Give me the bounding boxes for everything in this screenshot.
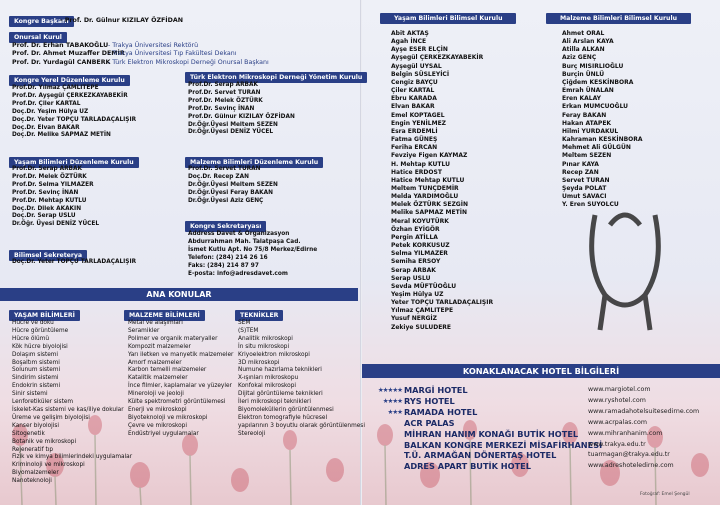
- hotel-name: ACR PALAS: [404, 417, 455, 428]
- hotel-name: ADRES APART BUTİK HOTEL: [404, 461, 531, 472]
- onursal-roles: [108, 42, 269, 67]
- list-item: Doç.Dr. Dilek AKAKIN: [12, 205, 82, 212]
- list-item: Ayşegül ÇERKEZKAYABEKİR: [391, 54, 484, 62]
- hotel-website-link[interactable]: www.acrpalas.com: [588, 418, 647, 426]
- list-item: Prof.Dr. Serap ARBAK: [12, 166, 82, 172]
- list-item: Ebru KARADA: [391, 95, 437, 103]
- list-item: Özhan EYİGÖR: [391, 225, 440, 233]
- list-item: Yeter TOPÇU TARLADAÇALIŞIR: [391, 299, 494, 307]
- list-item: Dr.Öğr.Üyesi Meltem SEZEN: [188, 181, 278, 188]
- topic-item: Sindirim sistemi: [12, 375, 59, 382]
- list-item: Çiler KARTAL: [391, 87, 435, 95]
- list-item: Eren KALAY: [562, 95, 602, 103]
- topic-item: Biyomoleküllerin görüntülenmesi: [238, 406, 334, 413]
- topic-item: Dolaşım sistemi: [12, 351, 59, 358]
- list-item: Prof.Dr. Serap ARBAK: [188, 82, 258, 88]
- hotel-name: MİHRAN HANIM KONAĞI BUTİK HOTEL: [404, 428, 579, 439]
- list-item: Fevziye Figen KAYMAZ: [391, 152, 468, 160]
- malzeme-kurul-header: Malzeme Bilimleri Düzenleme Kurulu: [185, 157, 323, 168]
- list-item: Pergin ATİLLA: [391, 233, 438, 241]
- temd-kurul-list: [188, 82, 295, 137]
- list-item: Meral KOYUTÜRK: [391, 217, 449, 225]
- hotel-name: RYS HOTEL: [404, 395, 455, 406]
- photo-credit: Fotoğraf: Emel Şengül: [640, 492, 690, 497]
- list-item: Yılmaz ÇAMLITEPE: [391, 307, 454, 315]
- phone-line: Telefon: (284) 214 26 16: [188, 254, 268, 261]
- topic-item: Konfokal mikroskopi: [238, 383, 297, 390]
- list-item: Yusuf NERGİZ: [391, 315, 437, 323]
- list-item: Aziz GENÇ: [562, 54, 597, 62]
- yasam-bilimsel-header: Yaşam Bilimleri Bilimsel Kurulu: [380, 13, 516, 24]
- address-line: İsmet Kutlu Apt. No 75/8 Merkez/Edirne: [188, 246, 318, 253]
- yerel-kurul-header: Kongre Yerel Düzenleme Kurulu: [9, 75, 130, 86]
- topic-item: Kök hücre biyolojisi: [12, 343, 68, 350]
- topic-item: Botanik ve mikroskopi: [12, 438, 77, 445]
- ana-konular-bar: ANA KONULAR: [0, 288, 358, 301]
- onursal-name: Prof. Dr. Yurdagül CANBERK: [12, 58, 111, 66]
- hotel-name: BALKAN KONGRE MERKEZİ MİSAFİRHANESİ: [404, 439, 603, 450]
- list-item: Doç.Dr. Yeter TOPÇU TARLADAÇALIŞIR: [12, 116, 137, 123]
- topic-item: Kanser biyolojisi: [12, 422, 60, 429]
- topic-item: Katalitik malzemeler: [128, 375, 188, 382]
- list-item: Prof.Dr. Sevinç İNAN: [12, 189, 79, 196]
- list-item: Y. Eren SUYOLCU: [562, 201, 619, 209]
- list-item: Erkan MUMCUOĞLU: [562, 103, 629, 111]
- topic-item: (S)TEM: [238, 327, 259, 334]
- list-item: Hakan ATAPEK: [562, 119, 612, 127]
- kongre-baskani-name: - Prof. Dr. Gülnur KIZILAY ÖZFİDAN: [60, 17, 184, 24]
- topic-item: Dijital görüntüleme teknikleri: [238, 391, 323, 398]
- list-item: Hatice Mehtap KUTLU: [391, 176, 465, 184]
- kongre-baskani-header: Kongre Başkanı: [9, 16, 74, 27]
- topic-item: Çevre ve mikroskopi: [128, 422, 187, 429]
- topic-item: Hücre görüntüleme: [12, 327, 69, 334]
- list-item: Belgin SÜSLEYİCİ: [391, 70, 450, 78]
- topic-item: Kompozit malzemeler: [128, 343, 191, 350]
- topic-item: Yarı iletken ve manyetik malzemeler: [128, 351, 234, 358]
- list-item: Engin YENİLMEZ: [391, 119, 447, 127]
- list-item: Emel KOPTAGEL: [391, 111, 445, 119]
- bilimsel-sekreterya-name: Doç.Dr. Yeter TOPÇU TARLADAÇALIŞIR: [12, 259, 137, 265]
- yasam-kurul-header: Yaşam Bilimleri Düzenleme Kurulu: [9, 157, 139, 168]
- list-item: Cengiz BAYÇU: [391, 78, 438, 86]
- topic-item: Endokrin sistemi: [12, 383, 61, 390]
- topic-item: Boşaltım sistemi: [12, 359, 60, 366]
- list-item: Şeyda POLAT: [562, 184, 607, 192]
- list-item: Burç MISIRLIOĞLU: [562, 62, 624, 70]
- hotel-name: RAMADA HOTEL: [404, 406, 478, 417]
- list-item: Prof.Dr. Sevinç İNAN: [188, 105, 255, 112]
- star-rating-icon: ★★★: [387, 407, 402, 416]
- topic-item: Sinir sistemi: [12, 391, 48, 398]
- topic-item: Stereoloji: [238, 430, 266, 437]
- malzeme-bilimsel-header: Malzeme Bilimleri Bilimsel Kurulu: [546, 13, 691, 24]
- list-item: Emrah ÜNALAN: [562, 87, 614, 95]
- list-item: Ali Arslan KAYA: [562, 38, 614, 46]
- star-rating-icon: ★★★★★: [377, 386, 402, 394]
- topic-item: SEM: [238, 320, 251, 326]
- topic-item: Sitogenetik: [12, 430, 45, 437]
- list-item: Mehmet Ali GÜLGÜN: [562, 144, 631, 152]
- list-item: Esra ERDEMLİ: [391, 127, 438, 135]
- list-item: Dr.Öğr.Üyesi Feray BAKAN: [188, 189, 274, 196]
- list-item: Dr.Öğr.Üyesi Aziz GENÇ: [188, 197, 264, 204]
- list-item: Prof.Dr. Yılmaz ÇAMLITEPE: [12, 85, 99, 91]
- list-item: Agah İNCE: [391, 38, 427, 46]
- topic-item: İn situ mikroskopi: [238, 343, 290, 350]
- list-item: Elvan BAKAR: [391, 103, 435, 111]
- hotel-web-column: [588, 385, 699, 472]
- onursal-kurul-header: Onursal Kurul: [9, 32, 67, 43]
- topic-item: yapılarının 3 boyutlu olarak görüntülenmesi: [238, 422, 365, 429]
- list-item: Doç.Dr. Recep ZAN: [188, 173, 249, 180]
- onursal-role: - Trakya Üniversitesi Tıp Fakültesi Dekanı: [108, 50, 237, 58]
- hotel-email-link[interactable]: tuarmagan@trakya.edu.tr: [588, 451, 670, 459]
- topic-item: Rejeneratif tıp: [12, 446, 54, 453]
- topic-item: Analitik mikroskopi: [238, 335, 293, 342]
- list-item: Prof.Dr. Melek ÖZTÜRK: [12, 173, 87, 180]
- list-item: Recep ZAN: [562, 168, 599, 176]
- list-item: Prof.Dr. Melek ÖZTÜRK: [188, 97, 263, 104]
- topic-item: Biyoteknoloji ve mikroskopi: [128, 414, 208, 421]
- list-item: Atilla ALKAN: [562, 46, 605, 54]
- topic-item: Külte spektrometri görüntülemesi: [128, 399, 226, 406]
- list-item: Umut SAVACI: [562, 193, 607, 201]
- list-item: Petek KORKUSUZ: [391, 242, 450, 250]
- list-item: Dr.Öğr.Üyesi DENİZ YÜCEL: [188, 129, 274, 136]
- list-item: Servet TURAN: [562, 176, 610, 184]
- topic-item: İnce filmler, kaplamalar ve yüzeyler: [128, 383, 232, 390]
- list-item: Feriha ERCAN: [391, 144, 438, 152]
- sekretarya-header: Kongre Sekretaryası: [185, 221, 266, 232]
- bilimsel-sekreterya-header: Bilimsel Sekreterya: [9, 250, 87, 261]
- topic-item: Fizik ve kimya bilimlerindeki uygulamalar: [12, 454, 133, 461]
- teknikler-list: [238, 320, 365, 439]
- temd-kurul-header: Türk Elektron Mikroskopi Derneği Yönetim Kurulu: [185, 72, 367, 83]
- list-item: Feray BAKAN: [562, 111, 607, 119]
- teknikler-header: TEKNİKLER: [235, 310, 283, 321]
- yasam-konular-header: YAŞAM BİLİMLERİ: [9, 310, 80, 321]
- malzeme-konular-list: [128, 320, 233, 439]
- list-item: Prof.Dr. Mehtap KUTLU: [12, 197, 87, 204]
- topic-item: Biyomalzemeler: [12, 470, 59, 477]
- list-item: Prof.Dr. Çiler KARTAL: [12, 100, 81, 107]
- topic-item: Kriyoelektron mikroskopi: [238, 351, 310, 358]
- hotel-stars-column: [372, 385, 402, 418]
- star-rating-icon: ★★★★: [382, 396, 402, 405]
- topic-item: İleri mikroskopi teknikleri: [238, 399, 311, 406]
- onursal-role: - Türk Elektron Mikroskopi Derneği Onursal Başkanı: [108, 58, 269, 66]
- hotel-website-link[interactable]: www.mihranhanim.com: [588, 429, 663, 437]
- topic-item: Elektron tomografiyle hücresel: [238, 414, 328, 421]
- list-item: Doç.Dr. Serap USLU: [12, 213, 76, 220]
- hotel-website-link[interactable]: www.ryshotel.com: [588, 396, 646, 404]
- list-item: Burçin ÜNLÜ: [562, 70, 605, 78]
- list-item: Melek ÖZTÜRK SEZGİN: [391, 201, 468, 209]
- list-item: Melda YARDIMOĞLU: [391, 193, 459, 201]
- topic-item: Numune hazırlama teknikleri: [238, 367, 322, 374]
- list-item: Fatma GÜNEŞ: [391, 136, 438, 144]
- list-item: Hilmi YURDAKUL: [562, 127, 619, 135]
- topic-item: Solunum sistemi: [12, 367, 61, 374]
- email-line[interactable]: E-posta: info@adresdavet.com: [188, 270, 288, 277]
- list-item: Abit AKTAŞ: [391, 30, 429, 37]
- hotel-name: MARGİ HOTEL: [404, 385, 468, 395]
- topic-item: Amorf malzemeler: [128, 359, 182, 366]
- list-item: Dr.Öğr.Üyesi Meltem SEZEN: [188, 121, 278, 128]
- topic-item: Seramikler: [128, 327, 160, 334]
- list-item: Semiha ERSOY: [391, 258, 441, 266]
- topic-item: Hücre ölümü: [12, 335, 50, 342]
- malzeme-bilimsel-list: [562, 30, 643, 209]
- list-item: Selma YILMAZER: [391, 250, 448, 258]
- list-item: Prof.Dr. Ayşegül ÇERKEZKAYABEKİR: [12, 92, 128, 99]
- list-item: Pınar KAYA: [562, 160, 599, 168]
- list-item: Ahmet ORAL: [562, 30, 605, 37]
- list-item: Serap USLU: [391, 274, 431, 282]
- list-item: Prof.Dr. Selma YILMAZER: [12, 181, 94, 188]
- list-item: Melike SAPMAZ METİN: [391, 209, 467, 217]
- list-item: Prof.Dr. Servet TURAN: [188, 89, 261, 96]
- list-item: Dr.Öğr. Üyesi DENİZ YÜCEL: [12, 221, 100, 228]
- topic-item: Polimer ve organik materyaller: [128, 335, 218, 342]
- sekretarya-address: [188, 231, 317, 278]
- hotel-website-link[interactable]: www.trakya.edu.tr: [588, 440, 646, 448]
- list-item: Meltem SEZEN: [562, 152, 612, 160]
- fax-line: Faks: (284) 214 87 97: [188, 262, 259, 269]
- topic-item: Metal ve alaşımları: [128, 320, 183, 326]
- yasam-kurul-list: [12, 166, 99, 229]
- yasam-bilimsel-list: [391, 30, 493, 332]
- topic-item: Kriminoloji ve mikroskopi: [12, 462, 85, 469]
- hotels-header-bar: KONAKLANACAK HOTEL BİLGİLERİ: [362, 364, 720, 378]
- topic-item: 3D mikroskopi: [238, 359, 280, 366]
- hotel-names-column: [404, 385, 602, 472]
- malzeme-konular-header: MALZEME BİLİMLERİ: [124, 310, 205, 321]
- yasam-konular-list: [12, 320, 132, 486]
- topic-item: Lenforetiküler sistem: [12, 399, 74, 406]
- malzeme-kurul-list: [188, 166, 278, 206]
- list-item: Serap ARBAK: [391, 266, 436, 274]
- hotel-website-link[interactable]: www.ramadahotelsuitesedirne.com: [588, 407, 700, 415]
- topic-item: Mineroloji ve jeoloji: [128, 391, 184, 398]
- list-item: Zekiye SULUDERE: [391, 323, 452, 331]
- list-item: Prof.Dr. Servet TURAN: [188, 166, 261, 172]
- onursal-name: Prof. Dr. Erhan TABAKOĞLU: [12, 42, 109, 49]
- topic-item: Nanoteknoloji: [12, 478, 52, 485]
- onursal-name: Prof. Dr. Ahmet Muzaffer DEMİR: [12, 50, 125, 58]
- list-item: Doç.Dr. Elvan BAKAR: [12, 124, 80, 131]
- list-item: Kahraman KESKİNBORA: [562, 136, 643, 144]
- topic-item: Enerji ve mikroskopi: [128, 406, 187, 413]
- list-item: Prof.Dr. Gülnur KIZILAY ÖZFİDAN: [188, 113, 295, 120]
- topic-item: Karbon temelli malzemeler: [128, 367, 207, 374]
- list-item: Çiğdem KESKİNBORA: [562, 78, 634, 86]
- onursal-role: - Trakya Üniversitesi Rektörü: [108, 42, 199, 49]
- yerel-kurul-list: [12, 85, 136, 140]
- topic-item: Hücre ve doku: [12, 320, 54, 326]
- address-line: Address Davet & Organizasyon: [188, 231, 290, 237]
- list-item: Doç.Dr. Yeşim Hülya UZ: [12, 108, 89, 115]
- list-item: H. Mehtap KUTLU: [391, 160, 450, 168]
- list-item: Meltem TUNÇDEMİR: [391, 184, 459, 192]
- hotel-name: T.Ü. ARMAĞAN DÖNERTAŞ HOTEL: [404, 450, 557, 461]
- hotel-website-link[interactable]: www.adreshoteledirne.com: [588, 462, 674, 470]
- topic-item: X-ışınları mikroskopu: [238, 375, 299, 382]
- list-item: Yeşim Hülya UZ: [391, 291, 444, 298]
- list-item: Doç.Dr. Melike SAPMAZ METİN: [12, 132, 111, 139]
- bilimsel-sekreterya-name-wrap: [12, 259, 136, 267]
- address-line: Abdurrahman Mah. Talatpaşa Cad.: [188, 238, 301, 245]
- topic-item: İskelet-Kas sistemi ve kas/iliye dokular: [12, 406, 124, 413]
- list-item: Ayşe ESER ELÇİN: [391, 46, 448, 54]
- list-item: Ayşegül UYSAL: [391, 62, 442, 70]
- list-item: Sevda MÜFTÜOĞLU: [391, 282, 457, 290]
- topic-item: Endüstriyel uygulamalar: [128, 430, 199, 437]
- list-item: Hatice ERDOST: [391, 168, 442, 176]
- topic-item: Üreme ve gelişim biyolojisi: [12, 414, 90, 421]
- hotel-website-link[interactable]: www.margiotel.com: [588, 386, 651, 393]
